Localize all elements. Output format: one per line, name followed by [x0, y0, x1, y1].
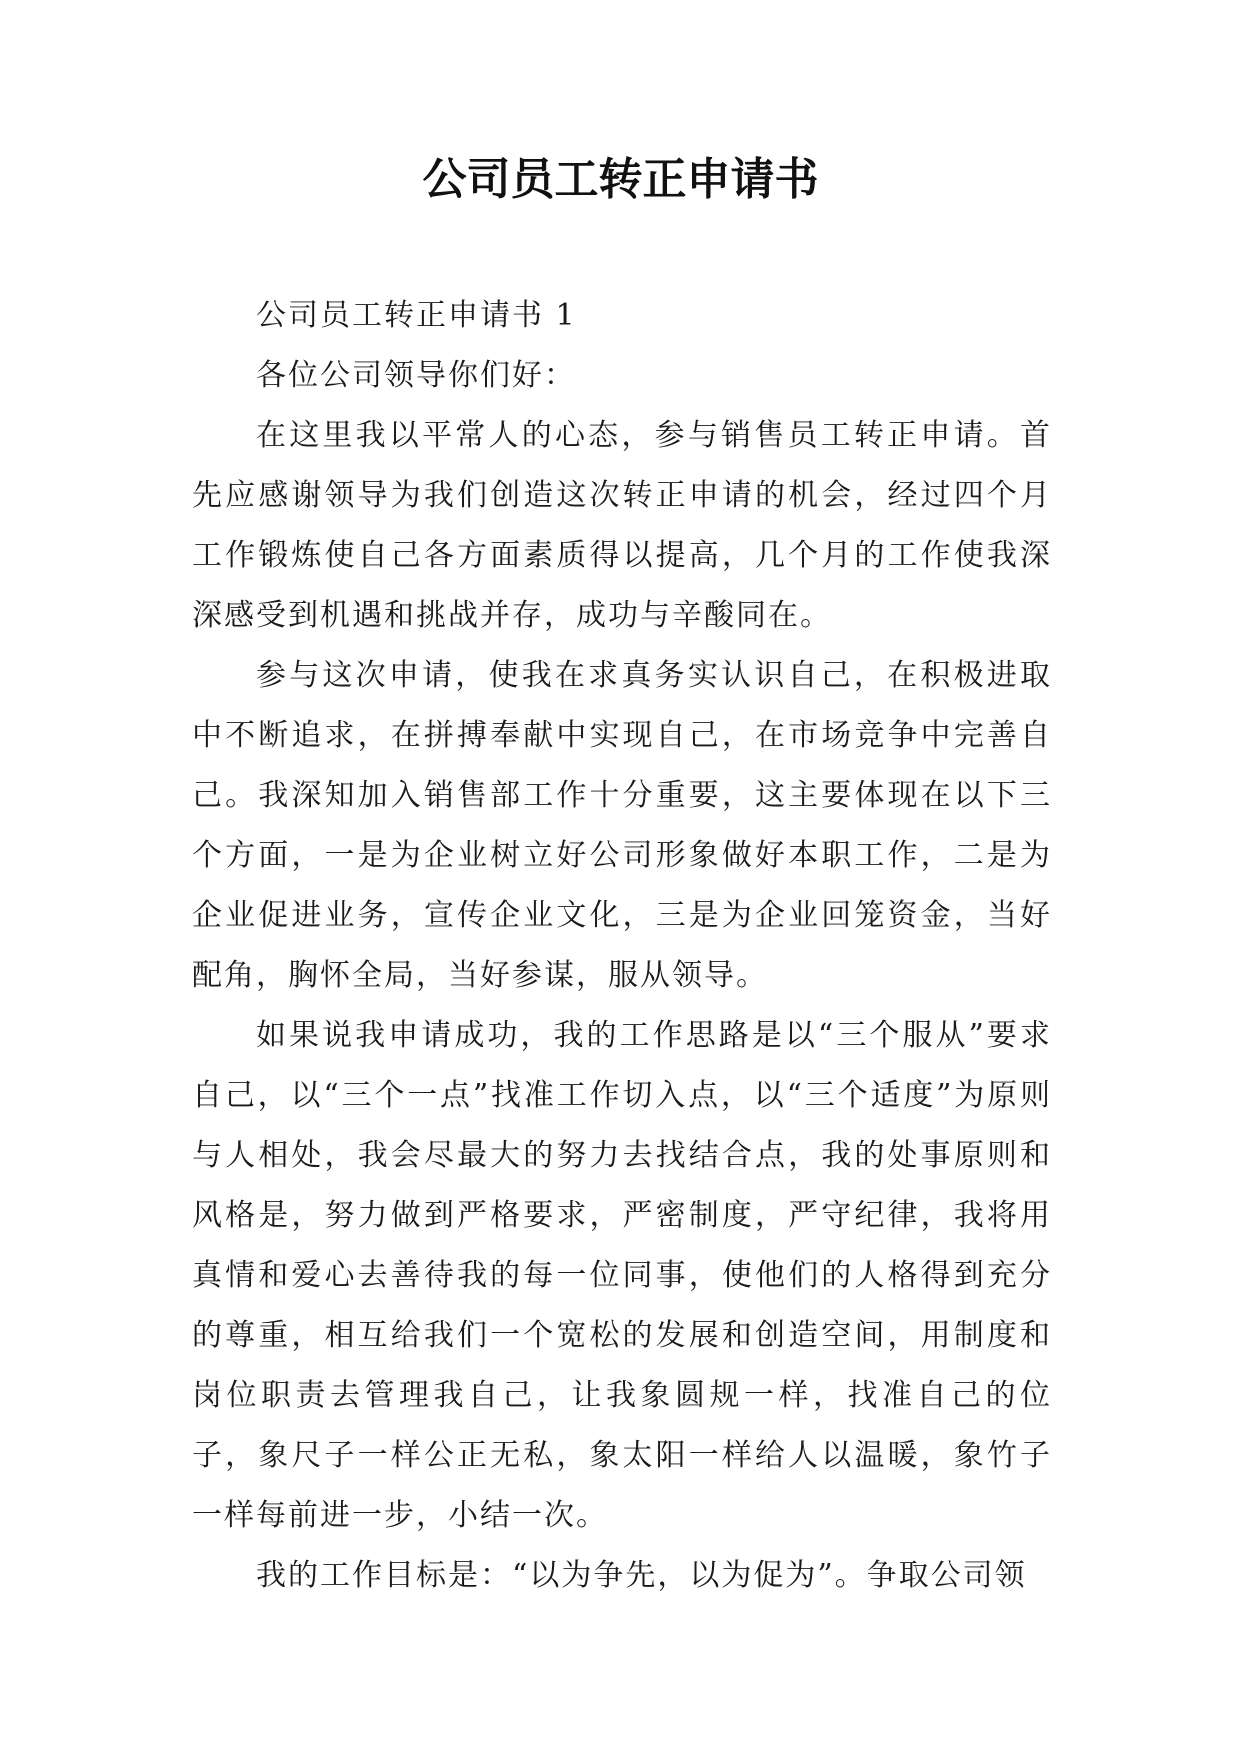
salutation: 各位公司领导你们好： — [256, 358, 576, 393]
paragraph: 参与这次申请，使我在求真务实认识自己，在积极进取中不断追求，在拼搏奉献中实现自己，在市场竞争中完善自己。我深知加入销售部工作十分重要，这主要体现在以下三个方面，一是为企业树立好公司形象做好本职工作，二是为企业促进业务，宣传企业文化，三是为企业回笼资金，当好配角，胸怀全局，当好参谋，服从领导。 — [192, 658, 1052, 993]
document-title: 公司员工转正申请书 — [422, 154, 819, 205]
document-subtitle: 公司员工转正申请书 1 — [256, 298, 577, 333]
document-body — [192, 286, 1052, 1606]
paragraph: 在这里我以平常人的心态，参与销售员工转正申请。首先应感谢领导为我们创造这次转正申请的机会，经过四个月工作锻炼使自己各方面素质得以提高，几个月的工作使我深深感受到机遇和挑战并存，成功与辛酸同在。 — [192, 418, 1052, 633]
paragraph: 如果说我申请成功，我的工作思路是以“三个服从”要求自己，以“三个一点”找准工作切入点，以“三个适度”为原则与人相处，我会尽最大的努力去找结合点，我的处事原则和风格是，努力做到严格要求，严密制度，严守纪律，我将用真情和爱心去善待我的每一位同事，使他们的人格得到充分的尊重，相互给我们一个宽松的发展和创造空间，用制度和岗位职责去管理我自己，让我象圆规一样，找准自己的位子，象尺子一样公正无私，象太阳一样给人以温暖，象竹子一样每前进一步，小结一次。 — [192, 1018, 1052, 1533]
paragraph: 我的工作目标是：“以为争先，以为促为”。争取公司领 — [256, 1558, 1027, 1593]
